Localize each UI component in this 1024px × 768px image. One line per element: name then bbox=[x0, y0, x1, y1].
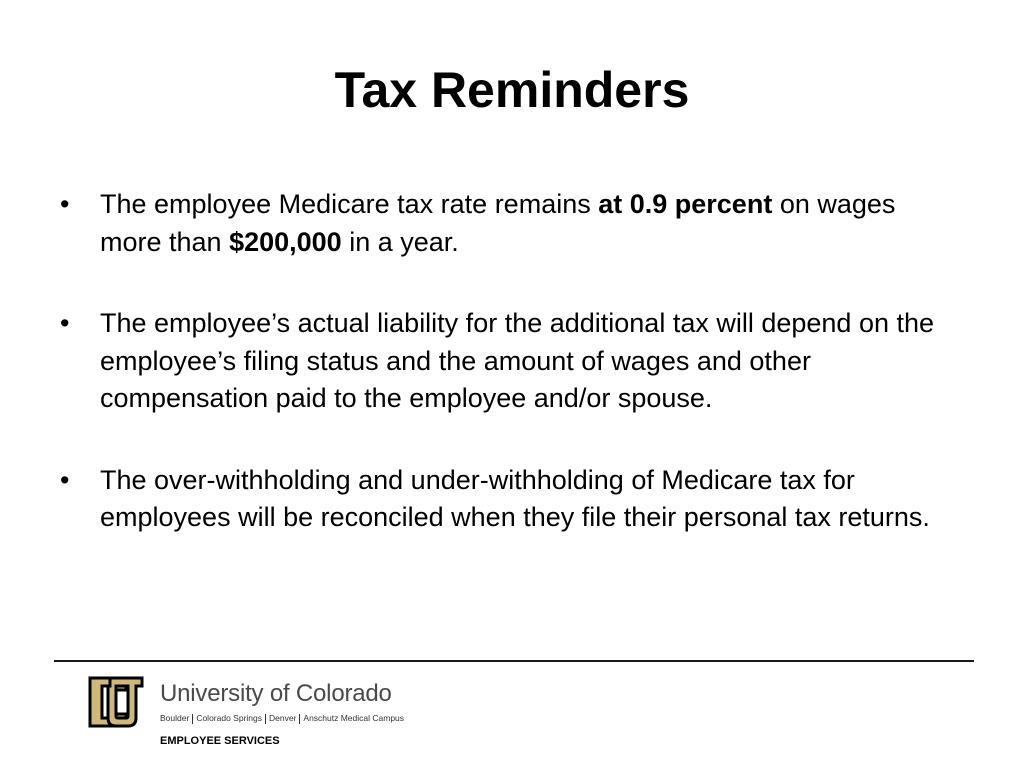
bullet-text-segment: in a year. bbox=[341, 226, 459, 257]
bullet-text-segment: The over-withholding and under-withholding of Medicare tax for employees will be reconciled when they file their personal tax returns. bbox=[100, 464, 930, 532]
campus-name: Anschutz Medical Campus bbox=[303, 713, 405, 723]
university-name: University of Colorado bbox=[160, 680, 392, 707]
campus-list bbox=[160, 713, 404, 724]
bullet-text-segment: The employee’s actual liability for the additional tax will depend on the employee’s filing status and the amount of wages and other compensation paid to the employee and/or spouse. bbox=[100, 308, 935, 413]
bullet-text-emphasis: at 0.9 percent bbox=[598, 189, 773, 219]
bullet-dot: • bbox=[60, 308, 70, 338]
bullet-text-segment: The employee Medicare tax rate remains bbox=[100, 189, 599, 219]
footer-divider bbox=[54, 660, 974, 662]
cu-logo-icon bbox=[86, 674, 146, 730]
campus-separator bbox=[299, 714, 300, 724]
campus-name: Colorado Springs bbox=[196, 713, 262, 723]
campus-name: Denver bbox=[269, 713, 297, 723]
bullet-text-segment: on wages more than bbox=[100, 189, 896, 257]
slide-title: Tax Reminders bbox=[334, 62, 690, 118]
campus-separator bbox=[192, 714, 193, 724]
footer bbox=[86, 670, 486, 760]
campus-separator bbox=[265, 714, 266, 724]
bullet-dot: • bbox=[60, 189, 70, 219]
bullet-item bbox=[56, 305, 956, 418]
bullet-item bbox=[56, 186, 956, 261]
bullet-item bbox=[56, 462, 956, 537]
bullet-dot: • bbox=[60, 464, 70, 495]
department-name: EMPLOYEE SERVICES bbox=[160, 735, 280, 747]
campus-name: Boulder bbox=[160, 713, 190, 723]
bullet-list bbox=[56, 186, 956, 581]
bullet-text-emphasis: $200,000 bbox=[229, 226, 342, 257]
